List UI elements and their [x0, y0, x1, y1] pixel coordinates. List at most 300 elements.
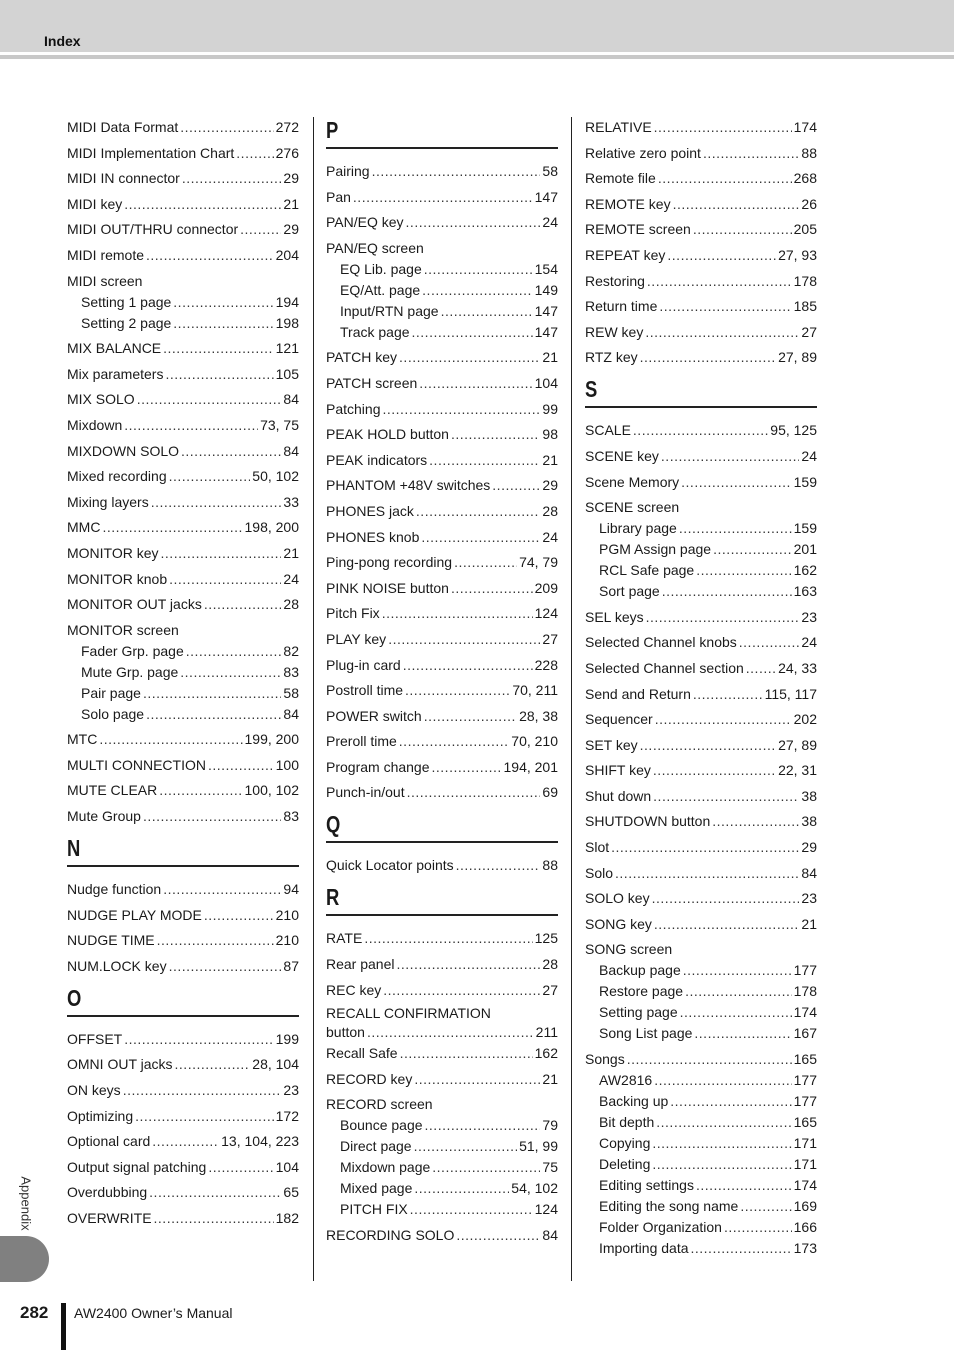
index-entry — [326, 161, 558, 182]
dot-leader — [739, 632, 800, 653]
entry-page-ref: 124 — [534, 605, 558, 622]
entry-term: Restoring — [585, 272, 645, 289]
dot-leader — [99, 729, 242, 750]
entry-page-ref: 171 — [793, 1135, 817, 1152]
index-entry — [326, 1022, 558, 1043]
index-subentry — [585, 1238, 817, 1259]
letter-heading-text: N — [67, 835, 81, 862]
entry-term: RCL Safe page — [599, 562, 695, 579]
letter-heading — [67, 835, 299, 867]
entry-term: Mix parameters — [67, 365, 164, 382]
entry-page-ref: 228 — [534, 656, 558, 673]
dot-leader — [182, 168, 282, 189]
dot-leader — [615, 863, 799, 884]
dot-leader — [161, 543, 282, 564]
entry-term: Return time — [585, 298, 658, 315]
entry-term: MTC — [67, 731, 98, 748]
index-subentry — [326, 322, 558, 343]
dot-leader — [696, 1175, 792, 1196]
entry-page-ref: 201 — [793, 541, 817, 558]
entry-term: SOLO key — [585, 890, 650, 907]
index-subentry — [326, 1178, 558, 1199]
entry-page-ref: 172 — [275, 1107, 299, 1124]
dot-leader — [173, 292, 273, 313]
dot-leader — [680, 1002, 792, 1023]
index-entry — [67, 364, 299, 385]
entry-page-ref: 13, 104, 223 — [221, 1133, 299, 1150]
entry-page-ref: 167 — [793, 1025, 817, 1042]
entry-term: Backup page — [599, 962, 681, 979]
entry-term: Backing up — [599, 1093, 669, 1110]
entry-page-ref: 194, 201 — [503, 758, 558, 775]
index-entry — [585, 760, 817, 781]
entry-term: REW key — [585, 323, 644, 340]
entry-page-ref: 21 — [542, 349, 558, 366]
entry-term: Slot — [585, 839, 610, 856]
entry-term: Optional card — [67, 1133, 151, 1150]
entry-term: PEAK HOLD button — [326, 426, 449, 443]
entry-term: Setting 2 page — [81, 314, 172, 331]
dot-leader — [397, 954, 541, 975]
index-entry — [326, 603, 558, 624]
letter-heading-text: Q — [326, 811, 341, 838]
entry-page-ref: 276 — [275, 144, 299, 161]
dot-leader — [372, 161, 541, 182]
dot-leader — [451, 578, 533, 599]
index-subentry — [585, 1002, 817, 1023]
index-subentry — [326, 1115, 558, 1136]
entry-page-ref: 83 — [283, 663, 299, 680]
dot-leader — [654, 914, 800, 935]
index-entry — [326, 655, 558, 676]
entry-term: Mixed page — [340, 1180, 413, 1197]
index-subentry — [585, 1133, 817, 1154]
entry-term: Overdubbing — [67, 1184, 148, 1201]
dot-leader — [658, 168, 792, 189]
entry-page-ref: 210 — [275, 906, 299, 923]
dot-leader — [204, 905, 274, 926]
section-title: Index — [44, 33, 81, 49]
dot-leader — [432, 1157, 540, 1178]
entry-page-ref: 105 — [275, 365, 299, 382]
entry-term: Mute Grp. page — [81, 663, 179, 680]
entry-page-ref: 29 — [283, 221, 299, 238]
index-entry — [67, 1080, 299, 1101]
entry-term: Pair page — [81, 684, 141, 701]
letter-heading — [326, 811, 558, 843]
dot-leader — [429, 450, 540, 471]
entry-term: Mute Group — [67, 808, 141, 825]
dot-leader — [454, 552, 517, 573]
dot-leader — [137, 389, 282, 410]
dot-leader — [146, 704, 281, 725]
letter-heading-text: O — [67, 984, 82, 1011]
index-entry — [585, 888, 817, 909]
dot-leader — [367, 1022, 534, 1043]
index-entry — [326, 424, 558, 445]
index-entry — [585, 709, 817, 730]
index-subentry — [585, 1175, 817, 1196]
index-entry — [67, 466, 299, 487]
dot-leader — [627, 1049, 792, 1070]
entry-page-ref: 177 — [793, 962, 817, 979]
index-entry — [326, 1043, 558, 1064]
index-entry — [585, 863, 817, 884]
entry-page-ref: 174 — [793, 119, 817, 135]
entry-page-ref: 121 — [275, 340, 299, 357]
index-entry — [585, 296, 817, 317]
entry-term: Pairing — [326, 163, 370, 179]
dot-leader — [740, 1196, 791, 1217]
entry-term: Sequencer — [585, 711, 653, 728]
entry-page-ref: 124 — [534, 1201, 558, 1218]
dot-leader — [186, 641, 282, 662]
entry-page-ref: 171 — [793, 1156, 817, 1173]
index-entry — [585, 472, 817, 493]
entry-page-ref: 21 — [283, 544, 299, 561]
index-subentry — [67, 683, 299, 704]
entry-page-ref: 29 — [542, 477, 558, 494]
entry-page-ref: 70, 211 — [512, 682, 558, 699]
dot-leader — [149, 1182, 281, 1203]
dot-leader — [670, 1091, 791, 1112]
index-entry — [67, 492, 299, 513]
entry-term: Rear panel — [326, 956, 395, 973]
index-entry — [585, 117, 817, 138]
entry-page-ref: 178 — [793, 272, 817, 289]
dot-leader — [696, 560, 791, 581]
index-subentry — [326, 1136, 558, 1157]
index-subentry — [585, 581, 817, 602]
index-entry — [585, 245, 817, 266]
appendix-tab — [0, 1236, 49, 1282]
entry-page-ref: 27 — [801, 323, 817, 340]
index-entry — [67, 806, 299, 827]
index-subentry — [585, 1112, 817, 1133]
index-entry — [326, 1069, 558, 1090]
entry-term: Quick Locator points — [326, 857, 454, 874]
index-entry — [326, 501, 558, 522]
entry-term: PHONES jack — [326, 502, 414, 519]
entry-page-ref: 83 — [283, 808, 299, 825]
dot-leader — [679, 518, 792, 539]
letter-heading — [585, 376, 817, 408]
entry-term: SONG key — [585, 915, 652, 932]
index-entry — [585, 1049, 817, 1070]
entry-page-ref: 177 — [793, 1072, 817, 1089]
dot-leader — [169, 956, 282, 977]
dot-leader — [746, 658, 776, 679]
entry-term: Selected Channel section — [585, 659, 744, 676]
entry-page-ref: 24, 33 — [778, 659, 817, 676]
index-entry — [585, 168, 817, 189]
entry-term: RELATIVE — [585, 119, 652, 135]
index-entry — [67, 729, 299, 750]
index-subentry — [67, 292, 299, 313]
index-entry — [585, 420, 817, 441]
index-entry — [67, 415, 299, 436]
entry-term: OVERWRITE — [67, 1210, 152, 1226]
entry-term: Mixing layers — [67, 493, 149, 510]
dot-leader — [124, 415, 258, 436]
letter-heading-text: P — [326, 117, 339, 143]
entry-page-ref: 205 — [793, 221, 817, 238]
index-entry — [67, 1054, 299, 1075]
entry-term: MIDI IN connector — [67, 170, 180, 187]
dot-leader — [382, 399, 540, 420]
dot-leader — [135, 1106, 274, 1127]
index-subentry — [326, 280, 558, 301]
entry-page-ref: 29 — [801, 839, 817, 856]
index-entry — [326, 373, 558, 394]
index-entry — [326, 757, 558, 778]
entry-page-ref: 202 — [793, 711, 817, 728]
entry-term: Send and Return — [585, 685, 691, 702]
dot-leader — [180, 662, 281, 683]
dot-leader — [399, 347, 540, 368]
index-entry — [67, 1182, 299, 1203]
entry-page-ref: 54, 102 — [511, 1180, 558, 1197]
index-entry — [67, 441, 299, 462]
entry-page-ref: 28, 38 — [519, 707, 558, 724]
entry-page-ref: 194 — [275, 293, 299, 310]
entry-term: MONITOR OUT jacks — [67, 596, 202, 613]
entry-term: Sort page — [599, 583, 660, 600]
index-entry — [585, 684, 817, 705]
dot-leader — [204, 594, 282, 615]
index-entry — [67, 543, 299, 564]
dot-leader — [414, 1136, 517, 1157]
entry-term: PATCH key — [326, 349, 398, 366]
dot-leader — [180, 117, 273, 138]
dot-leader — [151, 492, 282, 513]
entry-page-ref: 75 — [542, 1159, 558, 1176]
dot-leader — [653, 760, 776, 781]
dot-leader — [143, 683, 281, 704]
entry-page-ref: 21 — [801, 915, 817, 932]
dot-leader — [652, 1154, 791, 1175]
entry-page-ref: 88 — [801, 144, 817, 161]
index-entry — [67, 905, 299, 926]
entry-term: OMNI OUT jacks — [67, 1056, 173, 1073]
entry-term: Solo — [585, 864, 614, 881]
entry-page-ref: 33 — [283, 493, 299, 510]
index-entry — [326, 680, 558, 701]
entry-term: Deleting — [599, 1156, 651, 1173]
index-subentry — [585, 1070, 817, 1091]
dot-leader — [652, 888, 800, 909]
index-subentry — [326, 301, 558, 322]
entry-page-ref: 268 — [793, 170, 817, 187]
entry-term: SHUTDOWN button — [585, 813, 711, 830]
manual-title: AW2400 Owner’s Manual — [74, 1305, 233, 1321]
index-group-heading: SONG screen — [585, 941, 673, 958]
index-entry — [67, 1208, 299, 1229]
entry-page-ref: 198 — [275, 314, 299, 331]
entry-term: Plug-in card — [326, 656, 401, 673]
dot-leader — [399, 731, 509, 752]
entry-page-ref: 27, 89 — [778, 349, 817, 366]
dot-leader — [414, 1069, 540, 1090]
dot-leader — [154, 1208, 274, 1229]
dot-leader — [667, 245, 776, 266]
entry-term: SEL keys — [585, 608, 644, 625]
entry-term: Copying — [599, 1135, 651, 1152]
dot-leader — [382, 603, 533, 624]
index-entry — [67, 338, 299, 359]
dot-leader — [713, 539, 792, 560]
letter-heading — [326, 117, 558, 149]
index-entry — [67, 168, 299, 189]
index-entry — [67, 117, 299, 138]
entry-term: PLAY key — [326, 630, 387, 647]
dot-leader — [703, 143, 799, 164]
entry-term: RECORD key — [326, 1070, 413, 1087]
entry-term: EQ Lib. page — [340, 260, 422, 277]
entry-term: Bit depth — [599, 1114, 655, 1131]
dot-leader — [419, 373, 532, 394]
index-entry — [326, 399, 558, 420]
dot-leader — [647, 271, 792, 292]
entry-page-ref: 199 — [275, 1030, 299, 1047]
index-entry — [326, 1225, 558, 1246]
dot-leader — [169, 466, 251, 487]
entry-page-ref: 28 — [283, 596, 299, 613]
entry-page-ref: 84 — [542, 1227, 558, 1244]
index-entry — [326, 954, 558, 975]
dot-leader — [169, 569, 281, 590]
entry-term: Mixdown page — [340, 1159, 431, 1176]
dot-leader — [124, 194, 281, 215]
entry-term: PHANTOM +48V switches — [326, 477, 491, 494]
dot-leader — [208, 1157, 273, 1178]
entry-page-ref: 69 — [542, 784, 558, 801]
index-subentry — [326, 1199, 558, 1220]
entry-term: Input/RTN page — [340, 302, 439, 319]
entry-term: Setting 1 page — [81, 293, 172, 310]
index-subentry — [585, 539, 817, 560]
header-band — [0, 0, 954, 52]
entry-page-ref: 209 — [534, 579, 558, 596]
index-subentry — [585, 518, 817, 539]
index-entry — [585, 271, 817, 292]
entry-page-ref: 99 — [542, 400, 558, 417]
dot-leader — [240, 219, 281, 240]
index-entry — [585, 194, 817, 215]
index-entry — [67, 1157, 299, 1178]
entry-term: PGM Assign page — [599, 541, 712, 558]
dot-leader — [412, 322, 533, 343]
entry-term: Solo page — [81, 705, 145, 722]
entry-page-ref: 27, 89 — [778, 736, 817, 753]
entry-term: MIX BALANCE — [67, 340, 162, 357]
index-entry — [67, 389, 299, 410]
entry-page-ref: 23 — [801, 890, 817, 907]
dot-leader — [653, 786, 799, 807]
entry-page-ref: 28, 104 — [252, 1056, 299, 1073]
dot-leader — [208, 755, 274, 776]
entry-term: NUDGE PLAY MODE — [67, 906, 202, 923]
dot-leader — [456, 1225, 540, 1246]
dot-leader — [152, 1131, 219, 1152]
index-entry — [67, 755, 299, 776]
header-rule — [0, 55, 954, 59]
dot-leader — [236, 143, 273, 164]
entry-page-ref: 104 — [534, 374, 558, 391]
index-entry — [326, 706, 558, 727]
entry-page-ref: 74, 79 — [519, 554, 558, 571]
dot-leader — [163, 879, 281, 900]
entry-term: REC key — [326, 981, 382, 998]
entry-page-ref: 50, 102 — [252, 468, 299, 485]
entry-term: Folder Organization — [599, 1219, 722, 1236]
index-entry — [67, 1131, 299, 1152]
index-group-heading: MIDI screen — [67, 272, 143, 289]
dot-leader — [422, 280, 532, 301]
dot-leader — [693, 219, 792, 240]
entry-term: SHIFT key — [585, 762, 651, 779]
dot-leader — [640, 347, 776, 368]
entry-term: Mixed recording — [67, 468, 167, 485]
entry-page-ref: 159 — [793, 520, 817, 537]
index-entry — [326, 475, 558, 496]
entry-page-ref: 26 — [801, 195, 817, 212]
index-entry — [67, 143, 299, 164]
index-subentry — [67, 313, 299, 334]
letter-heading — [67, 985, 299, 1017]
dot-leader — [654, 1070, 791, 1091]
index-entry — [326, 782, 558, 803]
index-subentry — [585, 1196, 817, 1217]
entry-page-ref: 23 — [283, 1082, 299, 1099]
dot-leader — [633, 420, 768, 441]
dot-leader — [407, 782, 541, 803]
index-entry — [326, 347, 558, 368]
entry-page-ref: 104 — [275, 1158, 299, 1175]
index-entry — [585, 219, 817, 240]
index-entry — [67, 780, 299, 801]
entry-term: Song List page — [599, 1025, 693, 1042]
dot-leader — [652, 1133, 791, 1154]
dot-leader — [388, 629, 540, 650]
entry-page-ref: 198, 200 — [244, 519, 299, 536]
entry-term: Shut down — [585, 787, 652, 804]
entry-term: MIDI OUT/THRU connector — [67, 221, 239, 238]
entry-page-ref: 159 — [793, 473, 817, 490]
index-entry — [326, 980, 558, 1001]
dot-leader — [451, 424, 540, 445]
index-subentry — [67, 662, 299, 683]
entry-page-ref: 70, 210 — [511, 733, 558, 750]
entry-term: Editing the song name — [599, 1198, 739, 1215]
index-group-heading: SCENE screen — [585, 499, 680, 516]
entry-term: RECORDING SOLO — [326, 1227, 455, 1244]
index-entry — [326, 731, 558, 752]
entry-term: MONITOR knob — [67, 570, 168, 587]
column-divider — [571, 117, 572, 1281]
entry-page-ref: 95, 125 — [770, 422, 817, 439]
entry-page-ref: 87 — [283, 957, 299, 974]
entry-page-ref: 174 — [793, 1004, 817, 1021]
dot-leader — [421, 527, 540, 548]
dot-leader — [724, 1217, 792, 1238]
entry-term: AW2816 — [599, 1072, 653, 1089]
entry-page-ref: 182 — [275, 1210, 299, 1226]
dot-leader — [124, 1029, 273, 1050]
index-entry — [326, 212, 558, 233]
letter-heading — [326, 884, 558, 916]
dot-leader — [353, 187, 533, 208]
